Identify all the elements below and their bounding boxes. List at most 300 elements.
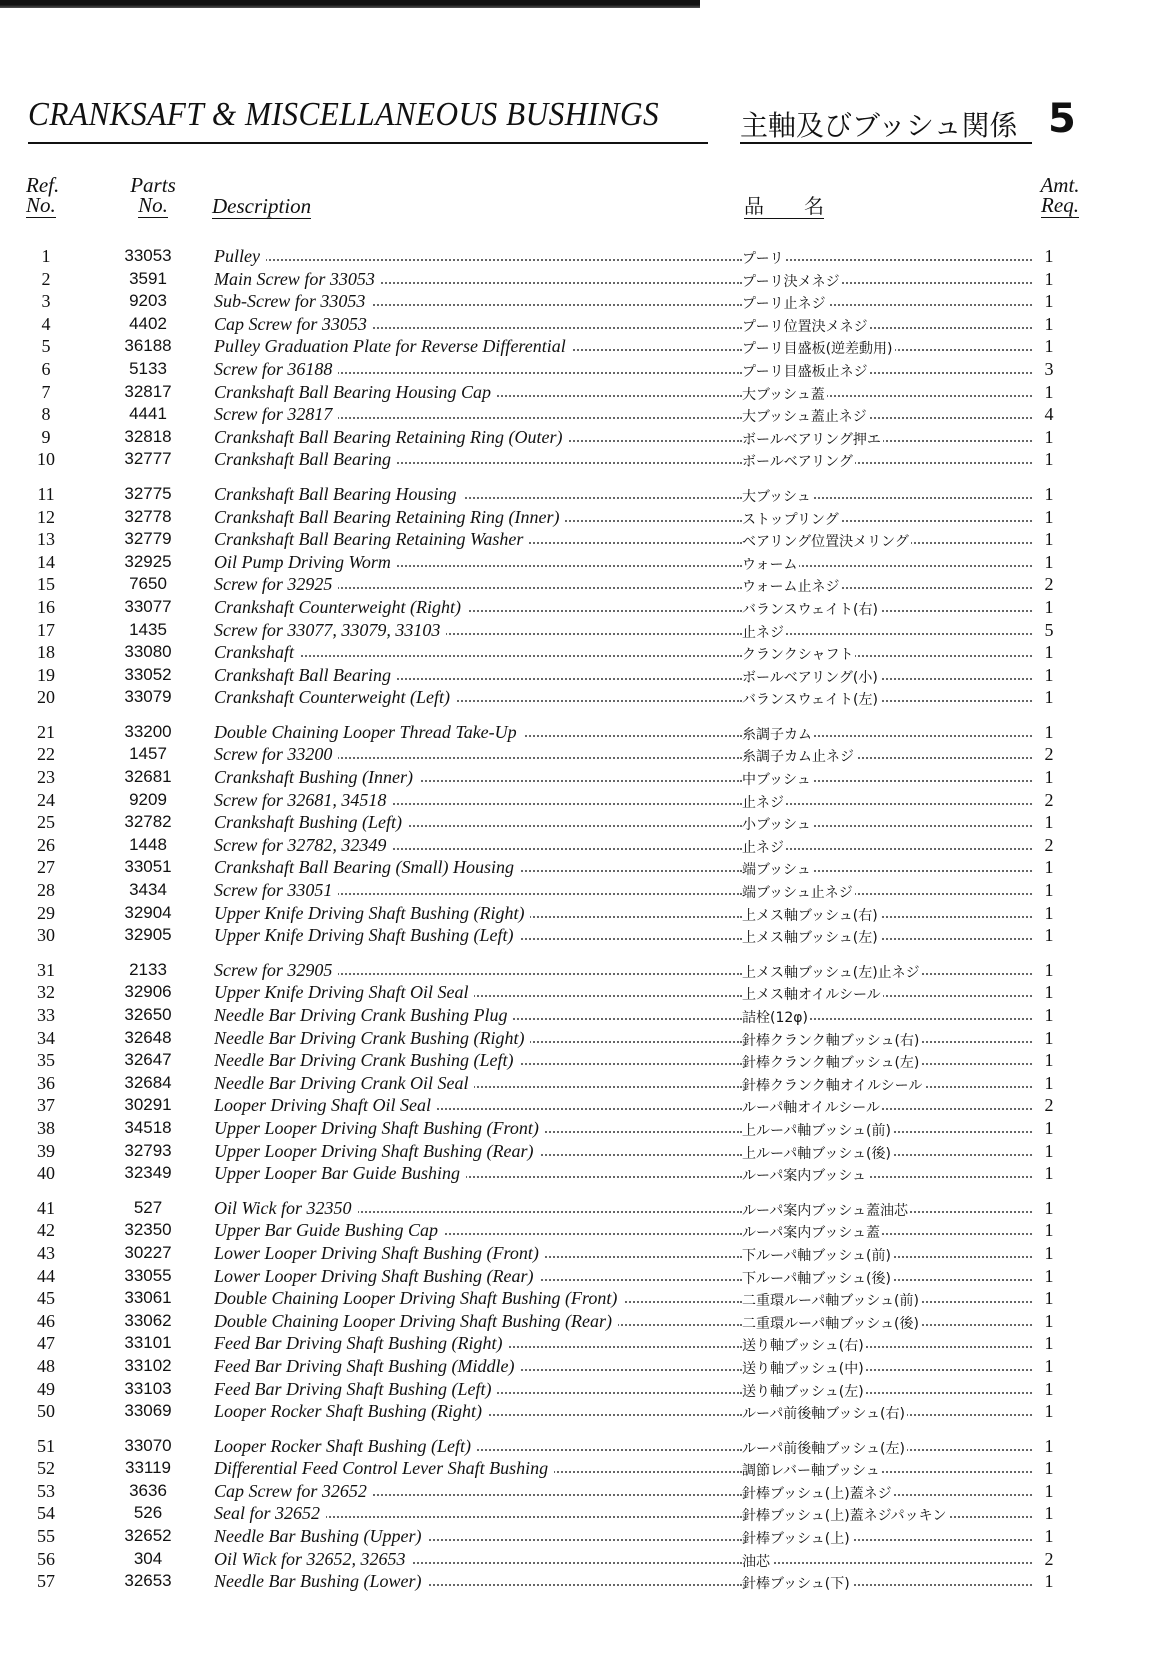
table-row xyxy=(0,1095,1174,1118)
ref-number: 29 xyxy=(37,902,55,923)
part-number: 32778 xyxy=(124,506,172,526)
jp-name: 針棒ブッシュ(上)蓋ネジパッキン xyxy=(742,1505,949,1525)
ref-number: 23 xyxy=(37,767,55,788)
description-text: Screw for 32782, 32349 xyxy=(214,835,392,855)
ref-number: 44 xyxy=(37,1265,55,1286)
part-number: 1448 xyxy=(129,834,167,854)
table-row xyxy=(0,1163,1174,1186)
page-title-en: CRANKSAFT & MISCELLANEOUS BUSHINGS xyxy=(28,96,660,133)
description-text: Double Chaining Looper Driving Shaft Bushing (Front) xyxy=(214,1288,623,1308)
ref-number: 38 xyxy=(37,1117,55,1138)
description-text: Screw for 32817 xyxy=(214,404,338,424)
description-text: Upper Knife Driving Shaft Bushing (Right) xyxy=(214,903,530,923)
ref-number: 42 xyxy=(37,1220,55,1241)
table-row xyxy=(0,1379,1174,1402)
amount-required: 1 xyxy=(1044,1378,1054,1399)
jp-name: ルーパ案内ブッシュ xyxy=(742,1165,868,1185)
jp-name: 針棒ブッシュ(下) xyxy=(742,1573,852,1593)
ref-number: 32 xyxy=(37,982,55,1003)
table-row xyxy=(0,925,1174,948)
part-number: 32650 xyxy=(124,1005,172,1024)
amount-required: 2 xyxy=(1044,834,1054,855)
description-cell xyxy=(214,382,497,403)
part-number: 34518 xyxy=(124,1117,172,1137)
part-number: 33070 xyxy=(124,1435,172,1455)
amount-required: 4 xyxy=(1044,404,1054,425)
table-row xyxy=(0,1118,1174,1141)
part-number: 32681 xyxy=(124,767,172,787)
description-text: Upper Knife Driving Shaft Oil Seal xyxy=(214,982,474,1002)
part-number: 32648 xyxy=(124,1027,172,1047)
description-cell xyxy=(214,1571,427,1592)
ref-number: 51 xyxy=(37,1435,55,1456)
description-text: Looper Rocker Shaft Bushing (Left) xyxy=(214,1436,477,1456)
description-text: Looper Rocker Shaft Bushing (Right) xyxy=(214,1401,488,1421)
ref-number: 2 xyxy=(41,268,51,289)
jp-name: 送り軸ブッシュ(右) xyxy=(742,1335,866,1355)
jp-name: ベアリング位置決メリング xyxy=(742,531,911,551)
page-number: 5 xyxy=(1048,96,1076,142)
description-cell xyxy=(214,1379,497,1400)
table-row xyxy=(0,857,1174,880)
description-text: Crankshaft Counterweight (Left) xyxy=(214,687,456,707)
amount-required: 1 xyxy=(1044,687,1054,708)
part-number: 32647 xyxy=(124,1050,172,1070)
description-cell xyxy=(214,1356,520,1377)
jp-name: 止ネジ xyxy=(742,792,786,812)
table-row xyxy=(0,744,1174,767)
ref-number: 12 xyxy=(37,506,55,527)
description-text: Oil Wick for 32350 xyxy=(214,1198,358,1218)
description-text: Feed Bar Driving Shaft Bushing (Middle) xyxy=(214,1356,520,1376)
table-row xyxy=(0,1288,1174,1311)
description-text: Needle Bar Driving Crank Bushing (Left) xyxy=(214,1050,519,1070)
amount-required: 1 xyxy=(1044,1503,1054,1524)
jp-name: バランスウェイト(左) xyxy=(742,689,880,709)
description-cell xyxy=(214,982,474,1003)
part-number: 30291 xyxy=(124,1095,172,1115)
part-number: 32653 xyxy=(124,1571,172,1591)
description-cell xyxy=(214,507,565,528)
table-row xyxy=(0,597,1174,620)
title-jp-underline xyxy=(740,142,1032,144)
ref-number: 16 xyxy=(37,596,55,617)
description-text: Double Chaining Looper Thread Take-Up xyxy=(214,722,523,742)
part-number: 32818 xyxy=(124,426,172,446)
part-number: 4402 xyxy=(129,313,167,333)
table-row xyxy=(0,529,1174,552)
col-header-description xyxy=(212,196,311,219)
ref-number: 7 xyxy=(41,381,51,402)
description-cell xyxy=(214,1266,540,1287)
part-number: 33119 xyxy=(124,1458,171,1478)
part-number: 32777 xyxy=(124,449,172,469)
amount-required: 1 xyxy=(1044,1027,1054,1048)
col-header-parts-line1: Parts xyxy=(130,173,176,197)
jp-name: 上ルーパ軸ブッシュ(前) xyxy=(742,1120,893,1140)
table-row xyxy=(0,1311,1174,1334)
table-row xyxy=(0,552,1174,575)
ref-number: 22 xyxy=(37,744,55,765)
amount-required: 1 xyxy=(1044,291,1054,312)
description-cell xyxy=(214,1005,513,1026)
description-cell xyxy=(214,427,568,448)
table-row xyxy=(0,314,1174,337)
amount-required: 1 xyxy=(1044,268,1054,289)
col-header-description-label: Description xyxy=(212,194,312,218)
description-cell xyxy=(214,404,338,425)
amount-required: 1 xyxy=(1044,1197,1054,1218)
table-row xyxy=(0,1220,1174,1243)
amount-required: 1 xyxy=(1044,1005,1054,1025)
description-text: Crankshaft Bushing (Left) xyxy=(214,812,408,832)
jp-name: 二重環ルーパ軸ブッシュ(前) xyxy=(742,1290,921,1310)
amount-required: 1 xyxy=(1044,857,1054,878)
table-row xyxy=(0,427,1174,450)
jp-name: 止ネジ xyxy=(742,837,786,857)
ref-number: 9 xyxy=(41,426,51,447)
part-number: 4441 xyxy=(129,404,167,424)
description-cell xyxy=(214,744,338,765)
description-text: Upper Bar Guide Bushing Cap xyxy=(214,1220,444,1240)
jp-name: 大ブッシュ蓋 xyxy=(742,384,827,404)
jp-name: ボールベアリング(小) xyxy=(742,667,880,687)
part-number: 33069 xyxy=(124,1401,172,1421)
part-number: 5133 xyxy=(129,358,167,378)
ref-number: 1 xyxy=(41,246,51,266)
part-number: 9203 xyxy=(129,291,167,311)
part-number: 33077 xyxy=(124,596,172,616)
description-text: Looper Driving Shaft Oil Seal xyxy=(214,1095,437,1115)
part-number: 36188 xyxy=(124,336,172,356)
description-cell xyxy=(214,269,381,290)
parts-group xyxy=(0,1198,1174,1424)
part-number: 32904 xyxy=(124,902,172,922)
part-number: 9209 xyxy=(129,789,167,809)
part-number: 33055 xyxy=(124,1265,172,1285)
description-cell xyxy=(214,529,529,550)
description-text: Main Screw for 33053 xyxy=(214,269,381,289)
table-row xyxy=(0,359,1174,382)
parts-group xyxy=(0,1436,1174,1594)
ref-number: 46 xyxy=(37,1310,55,1331)
ref-number: 50 xyxy=(37,1401,55,1422)
jp-name: プーリ xyxy=(742,248,786,268)
description-cell xyxy=(214,597,467,618)
description-text: Crankshaft Ball Bearing xyxy=(214,449,397,469)
ref-number: 25 xyxy=(37,812,55,833)
part-number: 2133 xyxy=(129,959,167,979)
jp-name: プーリ止ネジ xyxy=(742,293,828,313)
amount-required: 1 xyxy=(1044,1117,1054,1138)
table-row xyxy=(0,1028,1174,1051)
part-number: 526 xyxy=(133,1503,163,1523)
part-number: 1435 xyxy=(129,619,167,639)
jp-name: 詰栓(12φ) xyxy=(742,1007,810,1027)
ref-number: 39 xyxy=(37,1140,55,1161)
table-row xyxy=(0,507,1174,530)
part-number: 7650 xyxy=(129,574,167,594)
ref-number: 40 xyxy=(37,1163,55,1184)
amount-required: 1 xyxy=(1044,1310,1054,1331)
ref-number: 49 xyxy=(37,1378,55,1399)
jp-name: プーリ目盛板(逆差動用) xyxy=(742,338,895,358)
description-cell xyxy=(214,1549,412,1570)
col-header-jp-label: 品 名 xyxy=(744,194,824,218)
amount-required: 1 xyxy=(1044,313,1054,334)
description-cell xyxy=(214,1163,466,1184)
jp-name: ストップリング xyxy=(742,509,841,529)
part-number: 32350 xyxy=(124,1220,172,1240)
ref-number: 56 xyxy=(37,1548,55,1569)
description-cell xyxy=(214,449,397,470)
description-text: Needle Bar Bushing (Lower) xyxy=(214,1571,427,1591)
description-text: Oil Wick for 32652, 32653 xyxy=(214,1549,412,1569)
jp-name: 糸調子カム xyxy=(742,724,814,744)
part-number: 33080 xyxy=(124,642,172,662)
description-text: Screw for 33200 xyxy=(214,744,338,764)
ref-number: 14 xyxy=(37,551,55,572)
description-text: Seal for 32652 xyxy=(214,1503,326,1523)
amount-required: 1 xyxy=(1044,1458,1054,1479)
col-header-ref-line2: No. xyxy=(26,193,56,217)
amount-required: 1 xyxy=(1044,1435,1054,1456)
jp-name: 上ルーパ軸ブッシュ(後) xyxy=(742,1143,893,1163)
ref-number: 31 xyxy=(37,959,55,980)
jp-name: 端ブッシュ止ネジ xyxy=(742,882,855,902)
table-row xyxy=(0,1549,1174,1572)
description-cell xyxy=(214,291,371,312)
amount-required: 1 xyxy=(1044,483,1054,504)
col-header-jp-name xyxy=(744,196,864,219)
ref-number: 45 xyxy=(37,1288,55,1309)
part-number: 33053 xyxy=(124,246,172,265)
table-row xyxy=(0,336,1174,359)
description-text: Crankshaft Ball Bearing Housing xyxy=(214,484,463,504)
ref-number: 28 xyxy=(37,880,55,901)
description-text: Crankshaft Ball Bearing Housing Cap xyxy=(214,382,497,402)
table-row xyxy=(0,1333,1174,1356)
amount-required: 1 xyxy=(1044,246,1054,266)
col-header-parts-line2: No. xyxy=(138,193,168,217)
part-number: 30227 xyxy=(124,1242,172,1262)
part-number: 32793 xyxy=(124,1140,172,1160)
jp-name: 上メス軸ブッシュ(左)止ネジ xyxy=(742,962,922,982)
description-text: Differential Feed Control Lever Shaft Bushing xyxy=(214,1458,554,1478)
jp-name: 小ブッシュ xyxy=(742,814,813,834)
amount-required: 1 xyxy=(1044,767,1054,788)
description-text: Upper Looper Driving Shaft Bushing (Rear) xyxy=(214,1141,539,1161)
description-cell xyxy=(214,552,397,573)
description-cell xyxy=(214,1288,623,1309)
table-row xyxy=(0,382,1174,405)
ref-number: 10 xyxy=(37,449,55,470)
description-text: Upper Knife Driving Shaft Bushing (Left) xyxy=(214,925,519,945)
col-header-amt-line2: Req. xyxy=(1041,193,1079,217)
part-number: 33052 xyxy=(124,664,172,684)
jp-name: 中ブッシュ xyxy=(742,769,813,789)
table-row xyxy=(0,291,1174,314)
description-cell xyxy=(214,1311,618,1332)
description-text: Feed Bar Driving Shaft Bushing (Right) xyxy=(214,1333,508,1353)
description-text: Cap Screw for 33053 xyxy=(214,314,373,334)
jp-name: 送り軸ブッシュ(左) xyxy=(742,1381,866,1401)
amount-required: 1 xyxy=(1044,426,1054,447)
col-header-amt-line1: Amt. xyxy=(1040,173,1080,197)
part-number: 32779 xyxy=(124,529,172,549)
jp-name: バランスウェイト(右) xyxy=(742,599,880,619)
part-number: 33102 xyxy=(124,1355,172,1375)
description-cell xyxy=(214,1458,554,1479)
table-row xyxy=(0,269,1174,292)
part-number: 32925 xyxy=(124,551,172,571)
parts-group xyxy=(0,484,1174,710)
amount-required: 1 xyxy=(1044,1072,1054,1093)
description-cell xyxy=(214,574,338,595)
description-cell xyxy=(214,835,392,856)
amount-required: 1 xyxy=(1044,1401,1054,1422)
description-cell xyxy=(214,620,446,641)
amount-required: 2 xyxy=(1044,1095,1054,1116)
jp-name: 上メス軸オイルシール xyxy=(742,984,883,1004)
ref-number: 35 xyxy=(37,1050,55,1071)
description-cell xyxy=(214,1118,545,1139)
amount-required: 1 xyxy=(1044,1242,1054,1263)
part-number: 32652 xyxy=(124,1526,172,1546)
description-cell xyxy=(214,722,523,743)
table-row xyxy=(0,1458,1174,1481)
table-row xyxy=(0,1050,1174,1073)
amount-required: 1 xyxy=(1044,1480,1054,1501)
col-header-amt xyxy=(1030,175,1090,218)
description-cell xyxy=(214,1526,427,1547)
description-cell xyxy=(214,1436,477,1457)
jp-name: 上メス軸ブッシュ(左) xyxy=(742,927,880,947)
description-text: Crankshaft xyxy=(214,642,300,662)
scan-top-edge xyxy=(0,0,700,8)
description-text: Oil Pump Driving Worm xyxy=(214,552,397,572)
description-cell xyxy=(214,903,530,924)
table-row xyxy=(0,1356,1174,1379)
table-row xyxy=(0,1436,1174,1459)
description-text: Screw for 33051 xyxy=(214,880,338,900)
table-row xyxy=(0,687,1174,710)
amount-required: 1 xyxy=(1044,1355,1054,1376)
description-text: Needle Bar Driving Crank Bushing Plug xyxy=(214,1005,513,1025)
ref-number: 11 xyxy=(37,483,55,504)
description-cell xyxy=(214,484,463,505)
ref-number: 33 xyxy=(37,1005,55,1025)
description-text: Pulley xyxy=(214,246,266,266)
col-header-parts xyxy=(118,175,188,218)
jp-name: 針棒クランク軸ブッシュ(右) xyxy=(742,1030,921,1050)
description-text: Crankshaft Ball Bearing xyxy=(214,665,397,685)
table-row xyxy=(0,574,1174,597)
table-row xyxy=(0,642,1174,665)
ref-number: 3 xyxy=(41,291,51,312)
parts-list xyxy=(0,246,1174,1606)
description-cell xyxy=(214,642,300,663)
part-number: 33079 xyxy=(124,687,172,707)
table-row xyxy=(0,620,1174,643)
amount-required: 1 xyxy=(1044,664,1054,685)
table-row xyxy=(0,1141,1174,1164)
table-row xyxy=(0,665,1174,688)
description-text: Crankshaft Counterweight (Right) xyxy=(214,597,467,617)
amount-required: 1 xyxy=(1044,596,1054,617)
amount-required: 1 xyxy=(1044,642,1054,663)
part-number: 3636 xyxy=(129,1480,167,1500)
jp-name: プーリ目盛板止ネジ xyxy=(742,361,870,381)
ref-number: 41 xyxy=(37,1197,55,1218)
amount-required: 1 xyxy=(1044,1050,1054,1071)
jp-name: ウォーム止ネジ xyxy=(742,576,841,596)
amount-required: 1 xyxy=(1044,1526,1054,1547)
table-row xyxy=(0,1481,1174,1504)
jp-name: プーリ位置決メネジ xyxy=(742,316,870,336)
ref-number: 13 xyxy=(37,529,55,550)
description-cell xyxy=(214,1050,519,1071)
table-row xyxy=(0,835,1174,858)
table-row xyxy=(0,1401,1174,1424)
ref-number: 48 xyxy=(37,1355,55,1376)
table-row xyxy=(0,880,1174,903)
parts-group xyxy=(0,960,1174,1186)
part-number: 33103 xyxy=(124,1378,172,1398)
amount-required: 1 xyxy=(1044,1140,1054,1161)
description-text: Needle Bar Driving Crank Oil Seal xyxy=(214,1073,474,1093)
table-row xyxy=(0,1005,1174,1028)
description-cell xyxy=(214,1141,539,1162)
ref-number: 27 xyxy=(37,857,55,878)
description-cell xyxy=(214,246,266,267)
description-text: Double Chaining Looper Driving Shaft Bushing (Rear) xyxy=(214,1311,618,1331)
description-cell xyxy=(214,812,408,833)
description-cell xyxy=(214,687,456,708)
description-cell xyxy=(214,1198,358,1219)
table-row xyxy=(0,1266,1174,1289)
description-text: Lower Looper Driving Shaft Bushing (Rear) xyxy=(214,1266,540,1286)
part-number: 3434 xyxy=(129,880,167,900)
description-text: Screw for 32905 xyxy=(214,960,338,980)
description-cell xyxy=(214,880,338,901)
part-number: 32349 xyxy=(124,1163,172,1183)
description-text: Sub-Screw for 33053 xyxy=(214,291,371,311)
jp-name: プーリ決メネジ xyxy=(742,271,842,291)
description-cell xyxy=(214,1095,437,1116)
amount-required: 1 xyxy=(1044,880,1054,901)
jp-name: ルーパ案内ブッシュ蓋 xyxy=(742,1222,882,1242)
ref-number: 36 xyxy=(37,1072,55,1093)
table-row xyxy=(0,767,1174,790)
jp-name: 送り軸ブッシュ(中) xyxy=(742,1358,866,1378)
amount-required: 5 xyxy=(1044,619,1054,640)
ref-number: 4 xyxy=(41,313,51,334)
table-row xyxy=(0,1526,1174,1549)
jp-name: クランクシャフト xyxy=(742,644,855,664)
jp-name: 止ネジ xyxy=(742,622,786,642)
table-row xyxy=(0,903,1174,926)
description-text: Crankshaft Bushing (Inner) xyxy=(214,767,419,787)
amount-required: 1 xyxy=(1044,925,1054,946)
ref-number: 47 xyxy=(37,1333,55,1354)
amount-required: 1 xyxy=(1044,812,1054,833)
page-title-jp: 主軸及びブッシュ関係 xyxy=(740,109,1018,142)
description-text: Feed Bar Driving Shaft Bushing (Left) xyxy=(214,1379,497,1399)
description-text: Crankshaft Ball Bearing Retaining Ring (Outer) xyxy=(214,427,568,447)
ref-number: 55 xyxy=(37,1526,55,1547)
amount-required: 1 xyxy=(1044,1220,1054,1241)
